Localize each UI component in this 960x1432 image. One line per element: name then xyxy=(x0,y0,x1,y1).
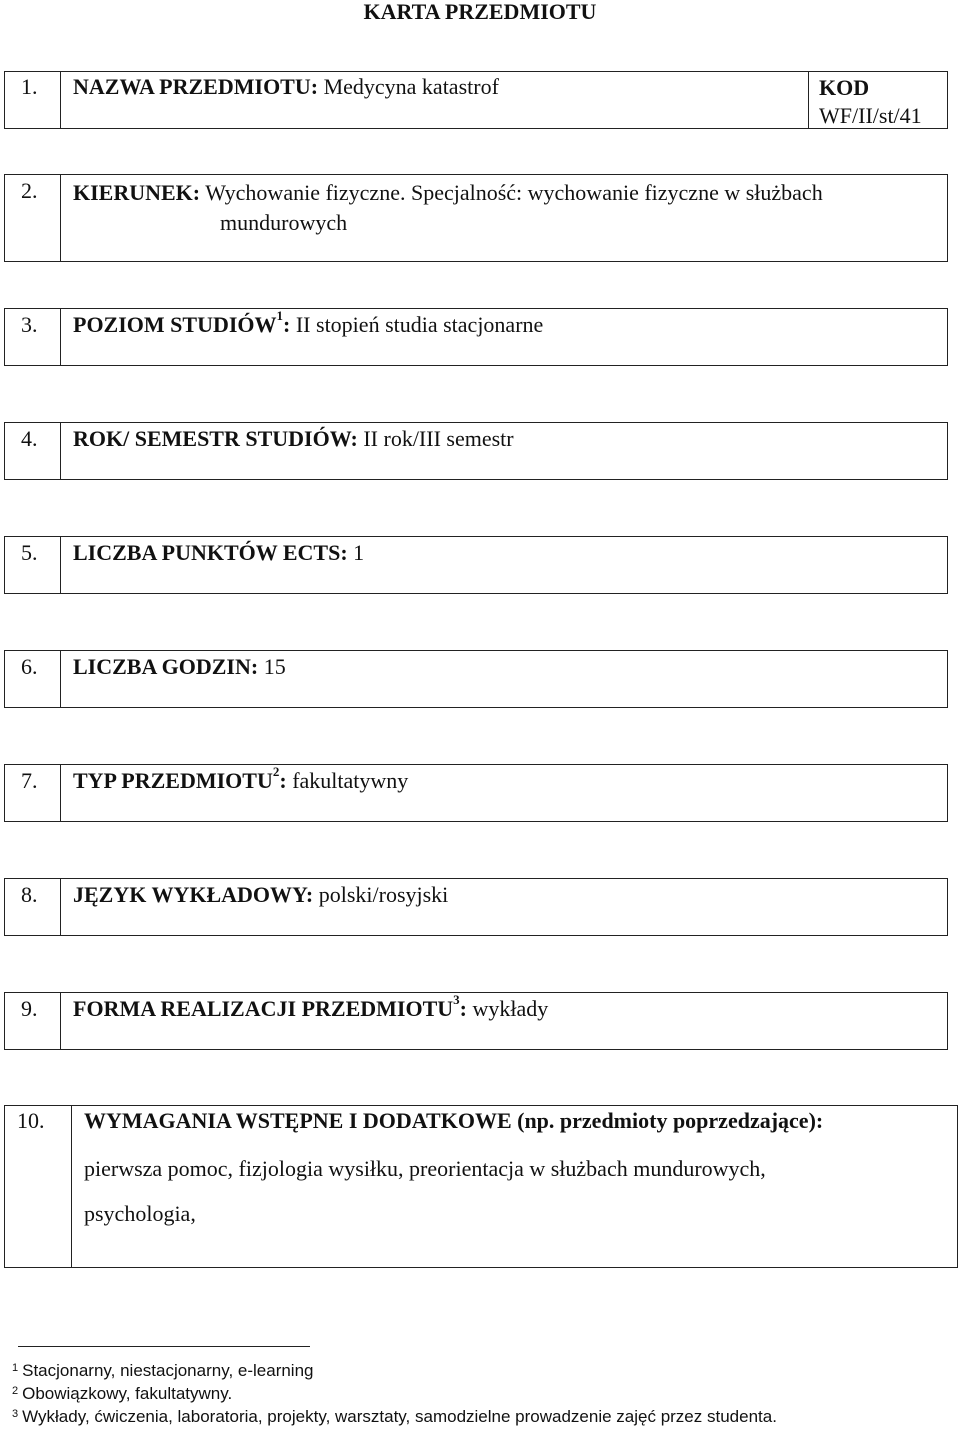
field-value-continued: psychologia, xyxy=(84,1201,196,1226)
row-content xyxy=(61,309,947,365)
footnote-mark: 2 xyxy=(12,1385,19,1397)
row-content xyxy=(61,993,947,1049)
page-title: KARTA PRZEDMIOTU xyxy=(363,0,597,24)
footnote-text: Stacjonarny, niestacjonarny, e-learning xyxy=(22,1361,314,1380)
footnote-2 xyxy=(12,1384,232,1404)
row-rok-semestr xyxy=(4,422,948,480)
footnote-ref: 3 xyxy=(453,992,460,1007)
row-number: 7. xyxy=(5,765,61,821)
field-label: LICZBA PUNKTÓW ECTS: xyxy=(73,540,348,565)
field-value: polski/rosyjski xyxy=(313,882,449,907)
row-wymagania-wstepne xyxy=(4,1105,958,1268)
row-number: 10. xyxy=(5,1106,72,1267)
field-label-colon: : xyxy=(279,768,287,793)
row-jezyk-wykladowy xyxy=(4,878,948,936)
row-number: 1. xyxy=(5,72,61,128)
field-value: II stopień studia stacjonarne xyxy=(290,312,544,337)
row-number: 8. xyxy=(5,879,61,935)
field-value: Wychowanie fizyczne. Specjalność: wychowanie fizyczne w służbach xyxy=(200,180,823,205)
kod-cell xyxy=(808,72,947,128)
field-value: wykłady xyxy=(466,996,549,1021)
row-nazwa-przedmiotu xyxy=(4,71,948,129)
footnote-text: Obowiązkowy, fakultatywny. xyxy=(22,1384,233,1403)
kod-value: WF/II/st/41 xyxy=(819,103,922,128)
row-content xyxy=(61,537,947,593)
row-content xyxy=(61,423,947,479)
row-typ-przedmiotu xyxy=(4,764,948,822)
field-label-colon: : xyxy=(283,312,291,337)
field-value-continued: mundurowych xyxy=(220,210,348,235)
row-number: 3. xyxy=(5,309,61,365)
row-content xyxy=(61,175,947,261)
footnote-mark: 3 xyxy=(12,1408,19,1420)
row-content xyxy=(61,765,947,821)
footnote-ref: 2 xyxy=(272,764,280,779)
row-content xyxy=(61,72,808,128)
row-number: 5. xyxy=(5,537,61,593)
row-content xyxy=(61,879,947,935)
field-label: FORMA REALIZACJI PRZEDMIOTU xyxy=(73,996,454,1021)
row-forma-realizacji xyxy=(4,992,948,1050)
field-label: LICZBA GODZIN: xyxy=(73,654,259,679)
row-kierunek xyxy=(4,174,948,262)
row-number: 6. xyxy=(5,651,61,707)
field-value: 1 xyxy=(347,540,365,565)
footnote-ref: 1 xyxy=(276,308,284,323)
field-label: NAZWA PRZEDMIOTU: xyxy=(73,74,319,99)
row-content xyxy=(61,651,947,707)
field-value: II rok/III semestr xyxy=(357,426,514,451)
field-value: fakultatywny xyxy=(286,768,409,793)
kod-label: KOD xyxy=(819,75,870,100)
row-number: 4. xyxy=(5,423,61,479)
field-label: JĘZYK WYKŁADOWY: xyxy=(73,882,314,907)
field-label: WYMAGANIA WSTĘPNE I DODATKOWE (np. przedmioty poprzedzające): xyxy=(84,1108,824,1133)
row-number: 9. xyxy=(5,993,61,1049)
footnote-3 xyxy=(12,1407,777,1427)
footnote-mark: 1 xyxy=(12,1362,19,1374)
field-label: TYP PRZEDMIOTU xyxy=(73,768,273,793)
footnote-divider xyxy=(18,1346,310,1347)
row-number: 2. xyxy=(5,175,61,261)
field-label: POZIOM STUDIÓW xyxy=(73,312,277,337)
row-content xyxy=(72,1106,957,1267)
footnote-text: Wykłady, ćwiczenia, laboratoria, projekty, warsztaty, samodzielne prowadzenie zajęć przez studenta. xyxy=(22,1407,777,1426)
row-liczba-ects xyxy=(4,536,948,594)
field-label-colon: : xyxy=(459,996,467,1021)
field-label: ROK/ SEMESTR STUDIÓW: xyxy=(73,426,358,451)
field-label: KIERUNEK: xyxy=(73,180,201,205)
field-value: pierwsza pomoc, fizjologia wysiłku, preorientacja w służbach mundurowych, xyxy=(84,1156,766,1181)
row-poziom-studiow xyxy=(4,308,948,366)
row-liczba-godzin xyxy=(4,650,948,708)
footnote-1 xyxy=(12,1361,314,1381)
field-value: 15 xyxy=(258,654,286,679)
field-value: Medycyna katastrof xyxy=(318,74,499,99)
